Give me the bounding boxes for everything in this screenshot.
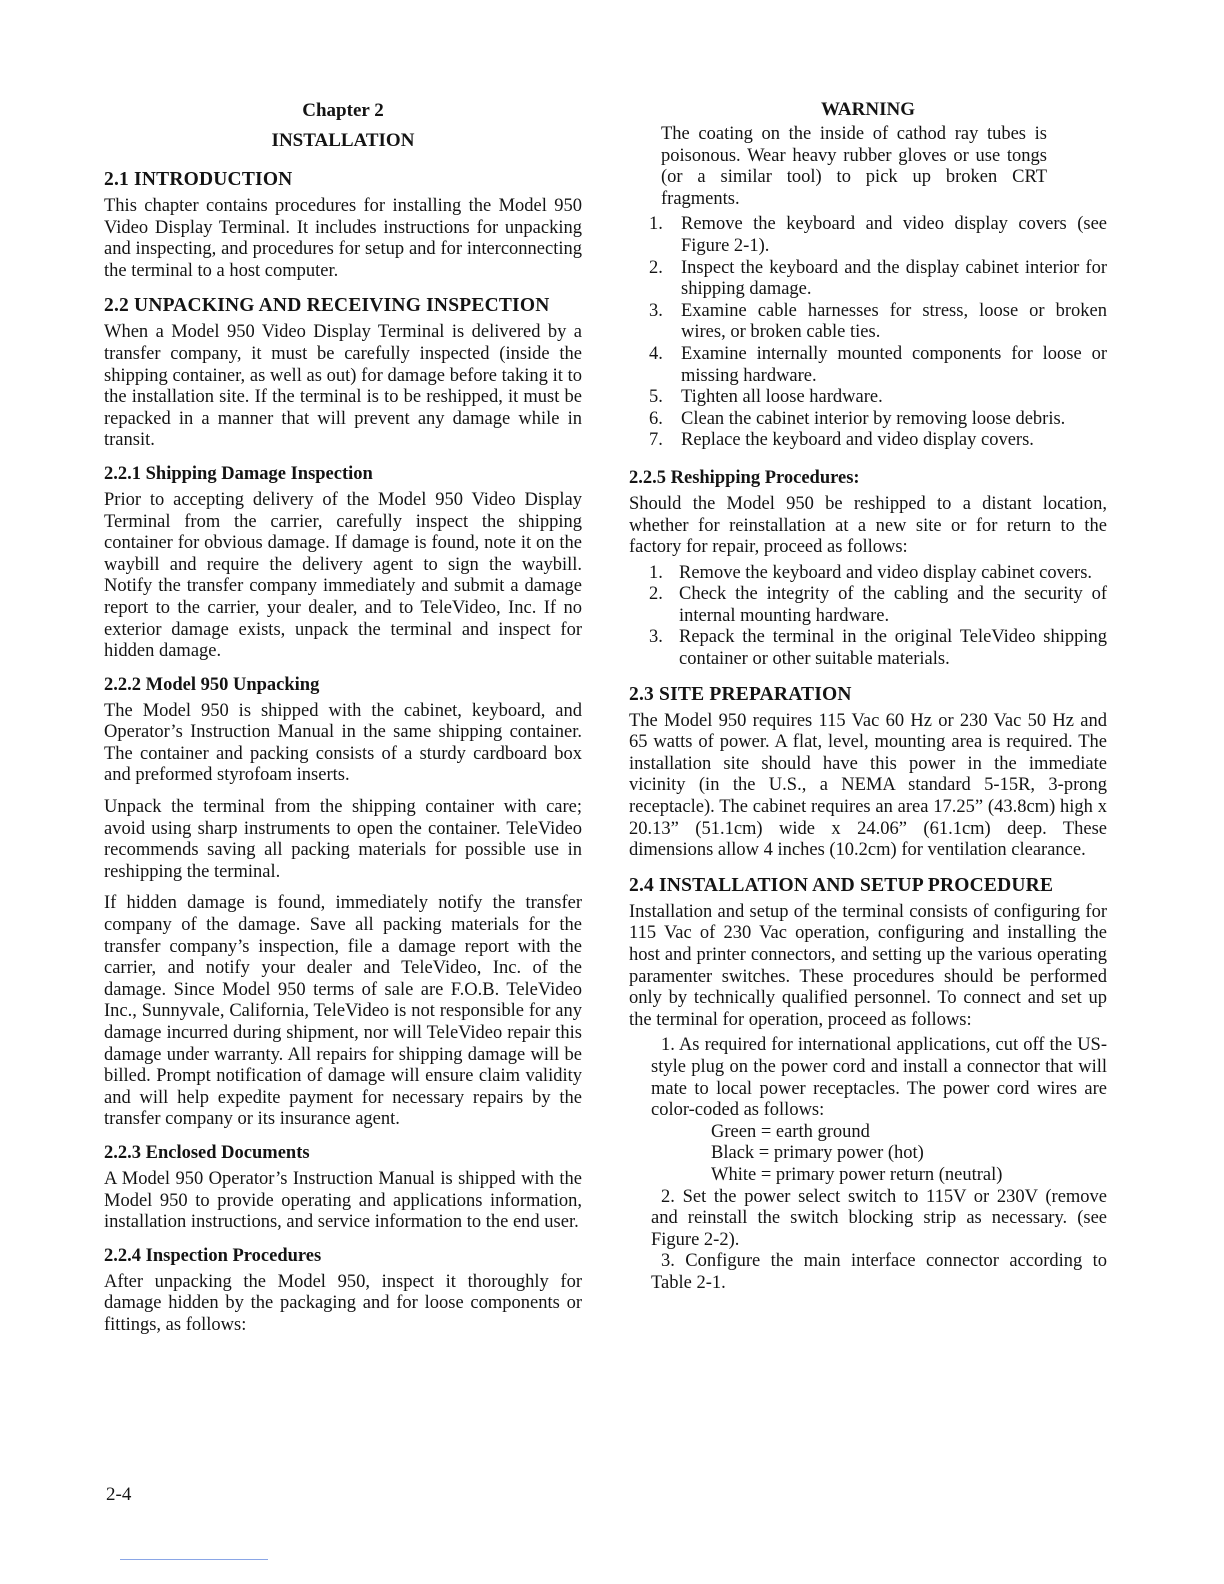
page-number: 2-4 [106,1484,132,1505]
left-column [104,96,582,1347]
section-2-2-3-heading: 2.2.3 Enclosed Documents [104,1142,310,1163]
right-column [629,96,1107,1295]
list-item: 2. Check the integrity of the cabling and the security of internal mounting hardware. [649,584,1107,626]
list-item: 3. Configure the main interface connector according to Table 2-1. [651,1251,1108,1293]
section-2-2-1-body: Prior to accepting delivery of the Model 950 Video Display Terminal from the carrier, carefully inspect the shipping container for obvious damage. If damage is found, note it on the waybill and require the delivery agent to sign the waybill. Notify the transfer company immediately and submit a damage report to the carrier, your dealer, and to TeleVideo, Inc. If no exterior damage exists, unpack the terminal and inspect for hidden damage. [104,489,582,662]
list-item: 1. As required for international applications, cut off the US-style plug on the power cord and install a connector that will mate to local power receptacles. The power cord wires are color-coded as follows: [651,1035,1108,1121]
section-2-2-heading: 2.2 UNPACKING AND RECEIVING INSPECTION [104,295,550,317]
section-2-2-2-heading: 2.2.2 Model 950 Unpacking [104,674,320,695]
setup-steps [629,1035,1107,1121]
list-item: 3. Repack the terminal in the original TeleVideo shipping container or other suitable materials. [649,627,1107,670]
section-2-3-heading: 2.3 SITE PREPARATION [629,683,852,705]
section-2-2-2-para-1: The Model 950 is shipped with the cabinet, keyboard, and Operator’s Instruction Manual in the same shipping container. The container and packing consists of a sturdy cardboard box and preformed styrofoam inserts. [104,700,582,786]
list-item: 1. Remove the keyboard and video display cabinet covers. [649,562,1093,583]
reshipping-steps [629,563,1107,671]
scan-artifact-line [120,1559,268,1560]
chapter-label: Chapter 2 [302,100,384,121]
list-item: 2. Set the power select switch to 115V or 230V (remove and reinstall the switch blocking strip as necessary. (see Figure 2-2). [651,1186,1108,1250]
list-item: 7. Replace the keyboard and video display covers. [649,430,1034,451]
section-2-1-body: This chapter contains procedures for installing the Model 950 Video Display Terminal. It includes instructions for unpacking and inspecting, and procedures for setup and for interconnecting the terminal to a host computer. [104,196,582,281]
list-item: 3. Examine cable harnesses for stress, loose or broken wires, or broken cable ties. [649,300,1107,343]
inspection-steps [629,214,1107,452]
chapter-title: INSTALLATION [271,130,415,151]
section-2-1-heading: 2.1 INTRODUCTION [104,169,293,190]
section-2-2-4-body: After unpacking the Model 950, inspect it thoroughly for damage hidden by the packaging and for loose components or fittings, as follows: [104,1271,582,1335]
wire-color-list [629,1122,1107,1187]
section-2-2-5-body: Should the Model 950 be reshipped to a distant location, whether for reinstallation at a new site or for return to the factory for repair, proceed as follows: [629,493,1107,558]
warning-title: WARNING [821,99,915,120]
section-2-2-5-heading: 2.2.5 Reshipping Procedures: [629,467,860,488]
list-item: 2. Inspect the keyboard and the display cabinet interior for shipping damage. [649,257,1107,300]
section-2-2-body: When a Model 950 Video Display Terminal is delivered by a transfer company, it must be carefully inspected (inside the shipping container, as well as out) for damage before taking it to the installation site. If the terminal is to be reshipped, it must be repacked in a manner that will prevent any damage while in transit. [104,322,582,451]
warning-text: The coating on the inside of cathod ray tubes is poisonous. Wear heavy rubber gloves or use tongs (or a similar tool) to pick up broken CRT fragments. [661,124,1047,209]
section-2-2-4-heading: 2.2.4 Inspection Procedures [104,1245,322,1266]
section-2-2-2-para-3: If hidden damage is found, immediately notify the transfer company of the damage. Save all packing materials for the transfer company’s inspection, file a damage report with the carrier, and notify your dealer and TeleVideo, Inc. of the damage. Since Model 950 terms of sale are F.O.B. TeleVideo Inc., Sunnyvale, California, TeleVideo is not responsible for any damage incurred during shipment, nor will TeleVideo repair this damage under warranty. All repairs for shipping damage will be billed. Prompt notification of damage will ensure claim validity and will help expedite payment for necessary repairs by the transfer company or its insurance agent. [104,893,582,1130]
wire-black: Black = primary power (hot) [711,1143,924,1164]
list-item: 1. Remove the keyboard and video display covers (see Figure 2-1). [649,214,1107,256]
list-item: 4. Examine internally mounted components for loose or missing hardware. [649,343,1107,386]
section-2-4-body: Installation and setup of the terminal consists of configuring for 115 Vac of 230 Vac operation, configuring and installing the host and printer connectors, and setting up the various operating paramenter switches. These procedures should be performed only by technically qualified personnel. To connect and set up the terminal for operation, proceed as follows: [629,901,1107,1030]
list-item: 6. Clean the cabinet interior by removing loose debris. [649,408,1066,429]
wire-green: Green = earth ground [711,1121,870,1142]
section-2-4-heading: 2.4 INSTALLATION AND SETUP PROCEDURE [629,874,1054,896]
setup-steps-continued [629,1187,1107,1295]
wire-white: White = primary power return (neutral) [711,1164,1003,1185]
section-2-2-1-heading: 2.2.1 Shipping Damage Inspection [104,463,373,484]
section-2-3-body: The Model 950 requires 115 Vac 60 Hz or 230 Vac 50 Hz and 65 watts of power. A flat, level, mounting area is required. The installation site should have this power in the immediate vicinity (in the U.S., a NEMA standard 5-15R, 3-prong receptacle). The cabinet requires an area 17.25” (43.8cm) high x 20.13” (51.1cm) wide x 24.06” (61.1cm) deep. These dimensions allow 4 inches (10.2cm) for ventilation clearance. [629,710,1107,861]
section-2-2-3-body: A Model 950 Operator’s Instruction Manual is shipped with the Model 950 to provide operating and applications information, installation instructions, and service information to the end user. [104,1168,582,1233]
list-item: 5. Tighten all loose hardware. [649,387,883,408]
section-2-2-2-para-2: Unpack the terminal from the shipping container with care; avoid using sharp instruments to open the container. TeleVideo recommends saving all packing materials for possible use in reshipping the terminal. [104,797,582,882]
